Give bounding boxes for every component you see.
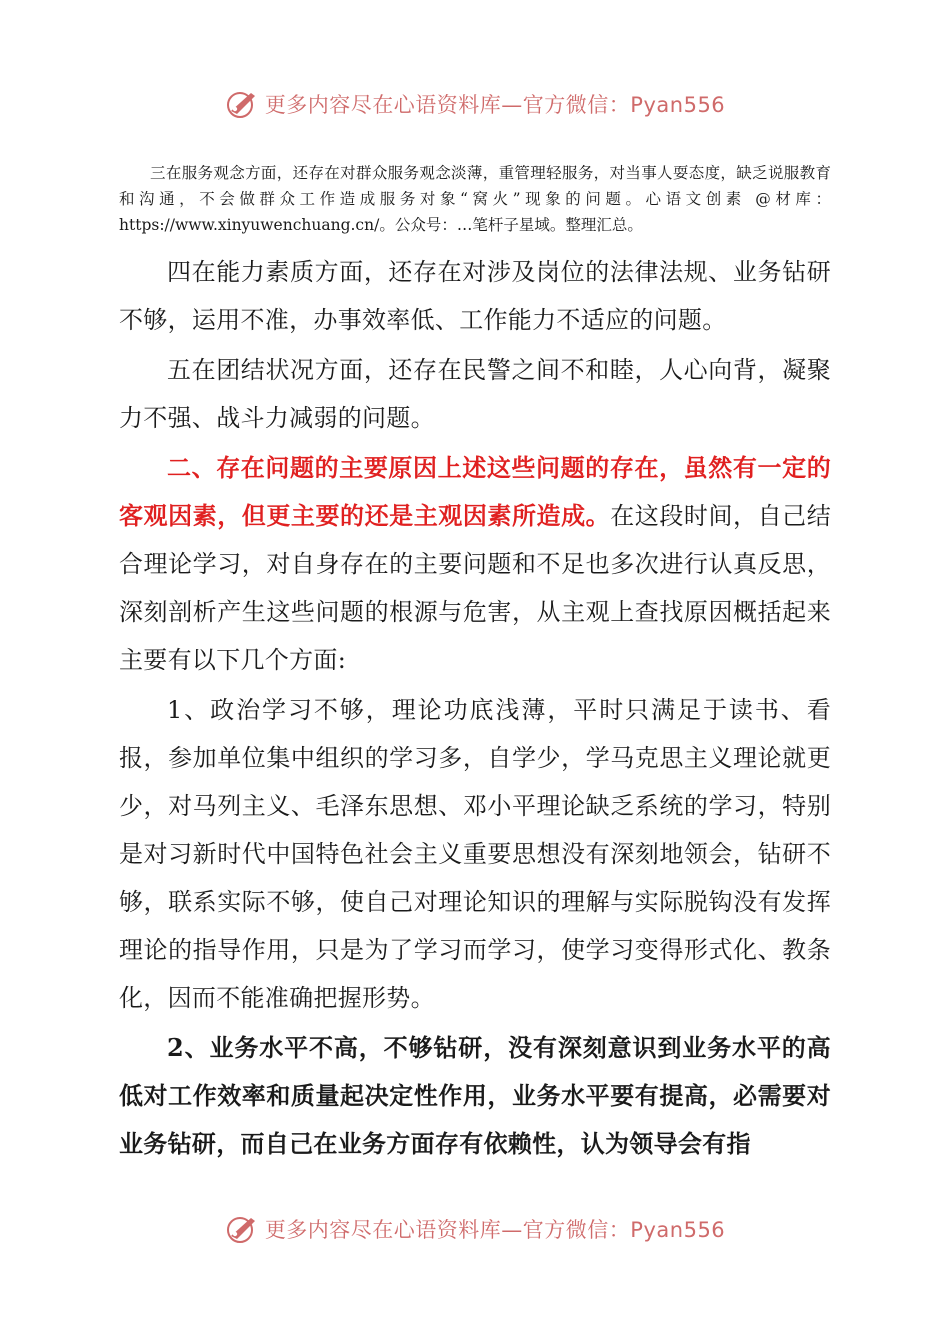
paragraph-causes xyxy=(119,444,831,684)
document-body xyxy=(119,160,831,1170)
paragraph-unity: 五在团结状况方面，还存在民警之间不和睦，人心向背，凝聚力不强、战斗力减弱的问题。 xyxy=(119,356,831,432)
paragraph-ability: 四在能力素质方面，还存在对涉及岗位的法律法规、业务钻研不够，运用不准，办事效率低、工作能力不适应的问题。 xyxy=(119,258,831,334)
section-heading-causes: 二、存在问题的主要原因上述这些问题的存在，虽然有一定的客观因素，但更主要的还是主观因素所造成。 xyxy=(119,454,831,530)
paragraph-business-level: 2、业务水平不高，不够钻研，没有深刻意识到业务水平的高低对工作效率和质量起决定性作用，业务水平要有提高，必需要对业务钻研，而自己在业务方面存有依赖性，认为领导会有指 xyxy=(119,1033,831,1158)
paragraph-political-study: 1、政治学习不够，理论功底浅薄，平时只满足于读书、看报，参加单位集中组织的学习多，自学少，学马克思主义理论就更少，对马列主义、毛泽东思想、邓小平理论缺乏系统的学习，特别是对习新时代中国特色社会主义重要思想没有深刻地领会，钻研不够，联系实际不够，使自己对理论知识的理解与实际脱钩没有发挥理论的指导作用，只是为了学习而学习，使学习变得形式化、教条化，因而不能准确把握形势。 xyxy=(119,696,831,1012)
paragraph-causes-body: 在这段时间，自己结合理论学习，对自身存在的主要问题和不足也多次进行认真反思，深刻剖析产生这些问题的根源与危害，从主观上查找原因概括起来主要有以下几个方面: xyxy=(119,502,832,674)
pen-circle-logo-icon xyxy=(225,87,259,121)
paragraph-service-concept: 三在服务观念方面，还存在对群众服务观念淡薄，重管理轻服务，对当事人耍态度，缺乏说服教育和沟通，不会做群众工作造成服务对象“窝火”现象的问题。心语文创素 @材库：https://www.xinyuwenchuang.cn/。公众号：…笔杆子星域。整理汇总。 xyxy=(119,164,831,234)
footer-watermark xyxy=(0,1207,950,1251)
header-watermark xyxy=(0,82,950,126)
pen-circle-logo-icon xyxy=(225,1212,259,1246)
watermark-text: 更多内容尽在心语资料库—官方微信：Pyan556 xyxy=(264,93,726,117)
watermark-text: 更多内容尽在心语资料库—官方微信：Pyan556 xyxy=(264,1218,726,1242)
